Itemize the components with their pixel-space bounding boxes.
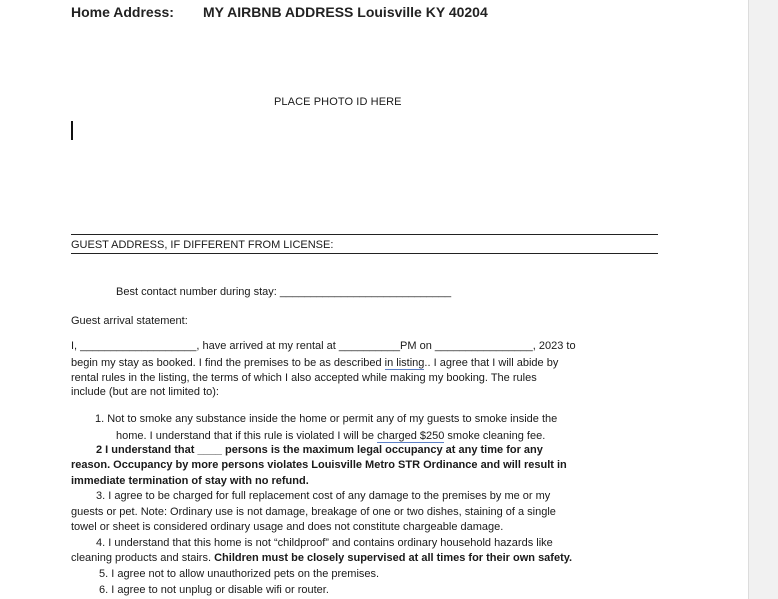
rule-4-line-1: 4. I understand that this home is not “childproof” and contains ordinary household hazards like: [96, 537, 553, 549]
rule-4-line-2: [71, 551, 572, 566]
rule-4-line-2-bold: Children must be closely supervised at all times for their own safety.: [214, 552, 573, 564]
rule-2-line-1: 2 I understand that ____ persons is the maximum legal occupancy at any time for any: [96, 444, 543, 456]
rule-2-line-3: immediate termination of stay with no refund.: [71, 475, 309, 487]
rule-1-line-2: [116, 429, 545, 444]
rule-3-line-3: towel or sheet is considered ordinary usage and does not constitute chargeable damage.: [71, 521, 504, 533]
rule-2-line-2: reason. Occupancy by more persons violates Louisville Metro STR Ordinance and will result in: [71, 459, 567, 471]
divider-line: [71, 234, 658, 235]
text-cursor[interactable]: [71, 121, 73, 140]
rule-5: 5. I agree not to allow unauthorized pets on the premises.: [99, 568, 380, 580]
home-address-value: MY AIRBNB ADDRESS Louisville KY 40204: [203, 4, 488, 20]
home-address-line: [71, 4, 488, 20]
statement-line-2-start: begin my stay as booked. I find the premises to be as described: [71, 357, 385, 369]
rule-6: 6. I agree to not unplug or disable wifi or router.: [99, 584, 329, 596]
rule-4-line-2-start: cleaning products and stairs.: [71, 552, 215, 564]
window-gutter: [748, 0, 778, 599]
in-listing-link[interactable]: in listing: [384, 357, 425, 369]
contact-number-line: Best contact number during stay: ____________________________: [116, 286, 452, 298]
statement-line-2-end: .. I agree that I will abide by: [424, 357, 559, 369]
photo-id-placeholder: PLACE PHOTO ID HERE: [274, 96, 402, 108]
charged-fee-link[interactable]: charged $250: [377, 430, 445, 442]
home-address-label: Home Address:: [71, 4, 174, 20]
statement-line-1: I, ___________________, have arrived at my rental at __________PM on ________________, 2023 to: [71, 340, 576, 352]
arrival-heading: Guest arrival statement:: [71, 315, 188, 327]
rule-3-line-2: guests or pet. Note: Ordinary use is not damage, breakage of one or two dishes, staining of a single: [71, 506, 556, 518]
statement-line-2: [71, 356, 558, 371]
rule-1-line-1: 1. Not to smoke any substance inside the home or permit any of my guests to smoke inside the: [95, 413, 558, 425]
statement-line-4: include (but are not limited to):: [71, 386, 219, 398]
rule-1-line-2-end: smoke cleaning fee.: [444, 430, 546, 442]
guest-address-heading: GUEST ADDRESS, IF DIFFERENT FROM LICENSE:: [71, 239, 658, 254]
rule-3-line-1: 3. I agree to be charged for full replacement cost of any damage to the premises by me or my: [96, 490, 551, 502]
statement-line-3: rental rules in the listing, the terms of which I also accepted while making my booking. The rules: [71, 372, 537, 384]
rule-1-line-2-start: home. I understand that if this rule is violated I will be: [116, 430, 378, 442]
